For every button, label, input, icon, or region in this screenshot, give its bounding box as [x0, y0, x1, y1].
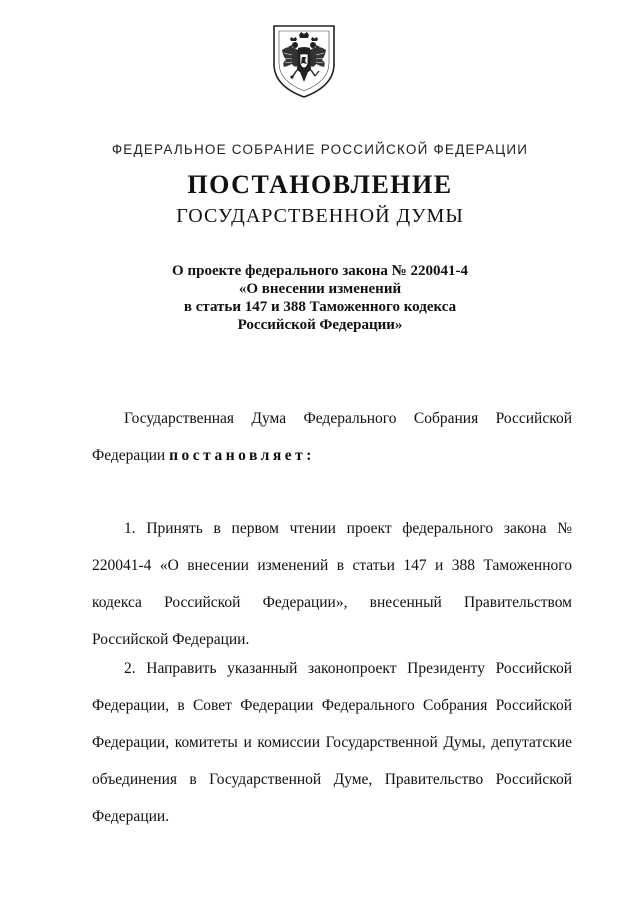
subject-line-1: О проекте федерального закона № 220041-4 [172, 263, 468, 279]
intro-verb: постановляет: [169, 447, 315, 464]
document-subject [0, 262, 640, 334]
subject-line-4: Российской Федерации» [237, 317, 403, 333]
document-type-title: ПОСТАНОВЛЕНИЕ [187, 170, 453, 199]
subject-line-2: «О внесении изменений [238, 281, 402, 297]
double-headed-eagle-icon [270, 20, 338, 100]
resolution-item-1: 1. Принять в первом чтении проект федерального закона № 220041-4 «О внесении изменений в статьи 147 и 388 Таможенного кодекса Российской Федерации», внесенный Правительством Российской Федерации. [92, 520, 572, 648]
issuer-title: ГОСУДАРСТВЕННОЙ ДУМЫ [176, 205, 464, 227]
intro-paragraph [92, 400, 572, 474]
assembly-heading: ФЕДЕРАЛЬНОЕ СОБРАНИЕ РОССИЙСКОЙ ФЕДЕРАЦИИ [111, 142, 529, 157]
resolution-item-2: 2. Направить указанный законопроект Президенту Российской Федерации, в Совет Федерации Федерального Собрания Российской Федерации, комитеты и комиссии Государственной Думы, депутатские объединения в Государственной Думе, Правительство Российской Федерации. [92, 660, 572, 825]
intro-text: Государственная Дума Федерального Собрания Российской Федерации [92, 410, 572, 464]
subject-line-3: в статьи 147 и 388 Таможенного кодекса [183, 299, 457, 315]
